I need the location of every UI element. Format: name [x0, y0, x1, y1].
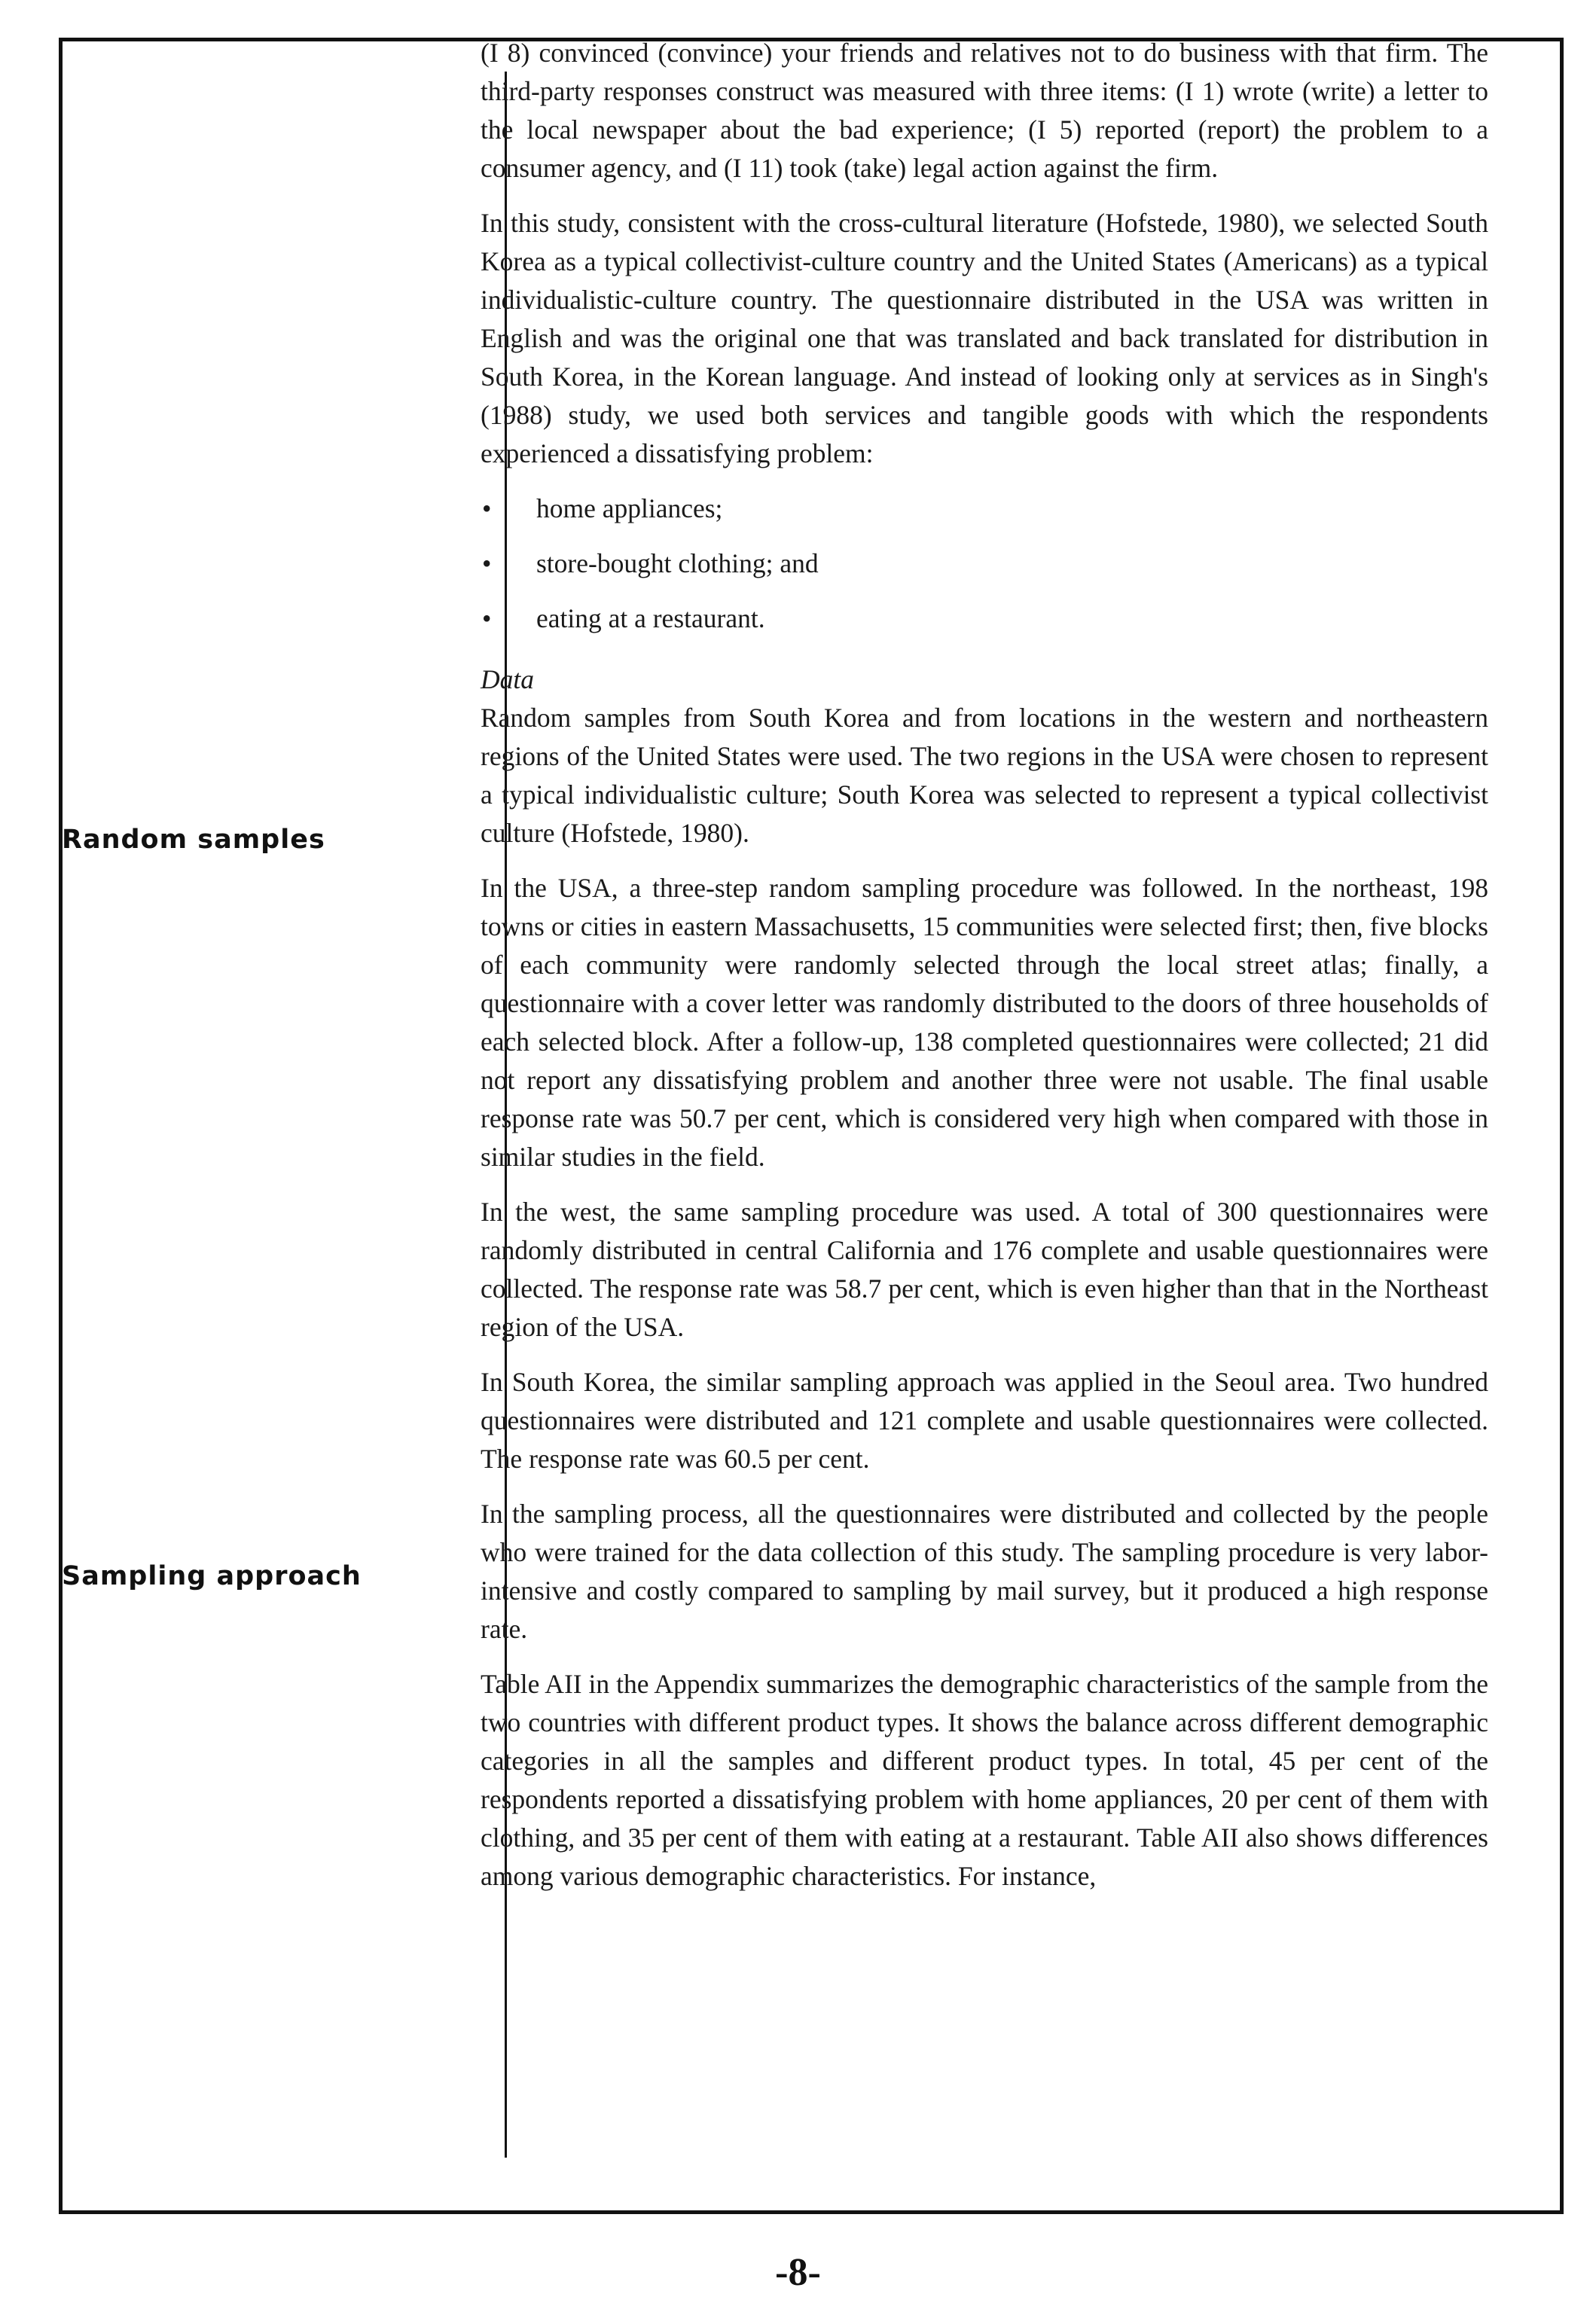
margin-note-random-samples: Random samples — [62, 825, 325, 855]
paragraph-south-korea-sampling: In South Korea, the similar sampling approach was applied in the Seoul area. Two hundred questionnaires were distributed and 121 complete and usable questionnaires were collected. The response rate was 60.5 per cent. — [481, 1367, 1488, 1474]
margin-note-sampling-approach: Sampling approach — [62, 1561, 362, 1591]
list-item — [481, 544, 1488, 583]
paragraph-west-sampling: In the west, the same sampling procedure was used. A total of 300 questionnaires were randomly distributed in central California and 176 complete and usable questionnaires were collected. The response rate was 58.7 per cent, which is even higher than that in the Northeast region of the USA. — [481, 1197, 1488, 1342]
paragraph-study-design: In this study, consistent with the cross-cultural literature (Hofstede, 1980), we selected South Korea as a typical collectivist-culture country and the United States (Americans) as a typical individualistic-culture country. The questionnaire distributed in the USA was written in English and was the original one that was translated and back translated for distribution in South Korea, in the Korean language. And instead of looking only at services as in Singh's (1988) study, we used both services and tangible goods with which the respondents experienced a dissatisfying problem: — [481, 208, 1488, 468]
body-text-column — [481, 34, 1488, 1912]
bullet-icon: • — [482, 493, 492, 523]
page-number: -8- — [775, 2251, 821, 2294]
bullet-icon: • — [482, 603, 492, 633]
product-type-list — [481, 490, 1488, 638]
list-item-text: eating at a restaurant. — [536, 603, 765, 633]
section-heading-data: Data — [481, 664, 534, 694]
paragraph-random-samples: Random samples from South Korea and from locations in the western and northeastern regions of the United States were used. The two regions in the USA were chosen to represent a typical individualistic culture; South Korea was selected to represent a typical collectivist culture (Hofstede, 1980). — [481, 703, 1488, 848]
paragraph-third-party-responses: (I 8) convinced (convince) your friends and relatives not to do business with that firm. The third-party responses construct was measured with three items: (I 1) wrote (write) a letter to the local newspaper about the bad experience; (I 5) reported (report) the problem to a consumer agency, and (I 11) took (take) legal action against the firm. — [481, 38, 1488, 183]
paragraph-sampling-process: In the sampling process, all the questionnaires were distributed and collected by the people who were trained for the data collection of this study. The sampling procedure is very labor-intensive and costly compared to sampling by mail survey, but it produced a high response rate. — [481, 1499, 1488, 1644]
bullet-icon: • — [482, 548, 492, 578]
paragraph-demographics: Table AII in the Appendix summarizes the demographic characteristics of the sample from the two countries with different product types. It shows the balance across different demographic categories in all the samples and different product types. In total, 45 per cent of the respondents reported a dissatisfying problem with home appliances, 20 per cent of them with clothing, and 35 per cent of them with eating at a restaurant. Table AII also shows differences among various demographic characteristics. For instance, — [481, 1669, 1488, 1891]
list-item-text: home appliances; — [536, 493, 723, 523]
list-item — [481, 490, 1488, 528]
list-item — [481, 599, 1488, 638]
list-item-text: store-bought clothing; and — [536, 548, 819, 578]
paragraph-usa-procedure: In the USA, a three-step random sampling procedure was followed. In the northeast, 198 towns or cities in eastern Massachusetts, 15 communities were selected first; then, five blocks of each community were randomly selected through the local street atlas; finally, a questionnaire with a cover letter was randomly distributed to the doors of three households of each selected block. After a follow-up, 138 completed questionnaires were collected; 21 did not report any dissatisfying problem and another three were not usable. The final usable response rate was 50.7 per cent, which is considered very high when compared with those in similar studies in the field. — [481, 873, 1488, 1172]
